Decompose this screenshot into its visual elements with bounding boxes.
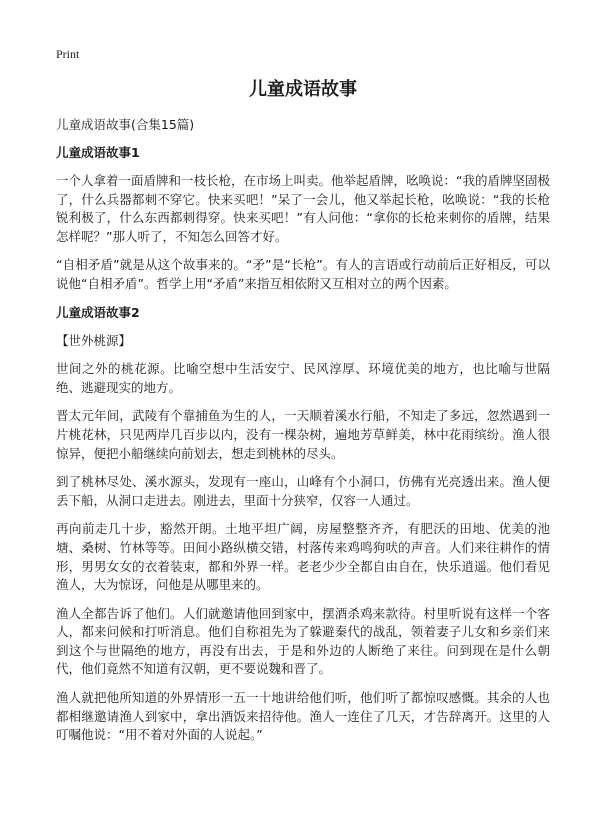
- paragraph: “自相矛盾”就是从这个故事来的。“矛”是“长枪”。有人的言语或行动前后正好相反，可以说他“自相矛盾”。哲学上用“矛盾”来指互相依附又互相对立的两个因素。: [56, 257, 550, 291]
- print-link[interactable]: Print: [56, 47, 80, 61]
- paragraph: 再向前走几十步，豁然开朗。土地平坦广阔，房屋整整齐齐，有肥沃的田地、优美的池塘、桑树、竹林等等。田间小路纵横交错，村落传来鸡鸣狗吠的声音。人们来往耕作的情形，男男女女的衣着装束，都和外界一样。老老少少全都自由自在，快乐逍遥。他们看见渔人，大为惊讶，问他是从哪里来的。: [56, 521, 550, 593]
- section-heading: 儿童成语故事1: [56, 145, 140, 160]
- document-title: 儿童成语故事: [249, 79, 357, 100]
- paragraph: 渔人就把他所知道的外界情形一五一十地讲给他们听，他们听了都惊叹感慨。其余的人也都相继邀请渔人到家中，拿出酒饭来招待他。渔人一连住了几天，才告辞离开。这里的人叮嘱他说：“用不着对外面的人说起。”: [56, 690, 550, 743]
- section-heading: 儿童成语故事2: [56, 304, 140, 320]
- document-subtitle: 儿童成语故事(合集15篇): [56, 117, 195, 132]
- document-page: [56, 46, 550, 745]
- paragraph: 一个人拿着一面盾牌和一枝长枪，在市场上叫卖。他举起盾牌，吆唤说：“我的盾牌坚固极了，什么兵器都刺不穿它。快来买吧！”呆了一会儿，他又举起长枪，吆唤说：“我的长枪锐利极了，什么东西都刺得穿。快来买吧！”有人问他：“拿你的长枪来刺你的盾牌，结果怎样呢？”那人听了，不知怎么回答才好。: [56, 173, 550, 244]
- paragraph: 渔人全都告诉了他们。人们就邀请他回到家中，摆酒杀鸡来款待。村里听说有这样一个客人，都来问候和打听消息。他们自称祖先为了躲避秦代的战乱，领着妻子儿女和乡亲们来到这个与世隔绝的地方，再没有出去，于是和外边的人断绝了来往。问到现在是什么朝代，他们竟然不知道有汉朝，更不要说魏和晋了。: [56, 605, 550, 677]
- paragraph: 晋太元年间，武陵有个靠捕鱼为生的人，一天顺着溪水行船，不知走了多远，忽然遇到一片桃花林，只见两岸几百步以内，没有一棵杂树，遍地芳草鲜美，林中花雨缤纷。渔人很惊异，便把小船继续向前划去，想走到桃林的尽头。: [56, 408, 550, 461]
- paragraph: 到了桃林尽处、溪水源头，发现有一座山，山峰有个小洞口，仿佛有光亮透出来。渔人便丢下船，从洞口走进去。刚进去，里面十分狭窄，仅容一人通过。: [56, 474, 550, 508]
- paragraph: 世间之外的桃花源。比喻空想中生活安宁、民风淳厚、环境优美的地方，也比喻与世隔绝、逃避现实的地方。: [56, 361, 550, 395]
- paragraph: 【世外桃源】: [56, 332, 132, 348]
